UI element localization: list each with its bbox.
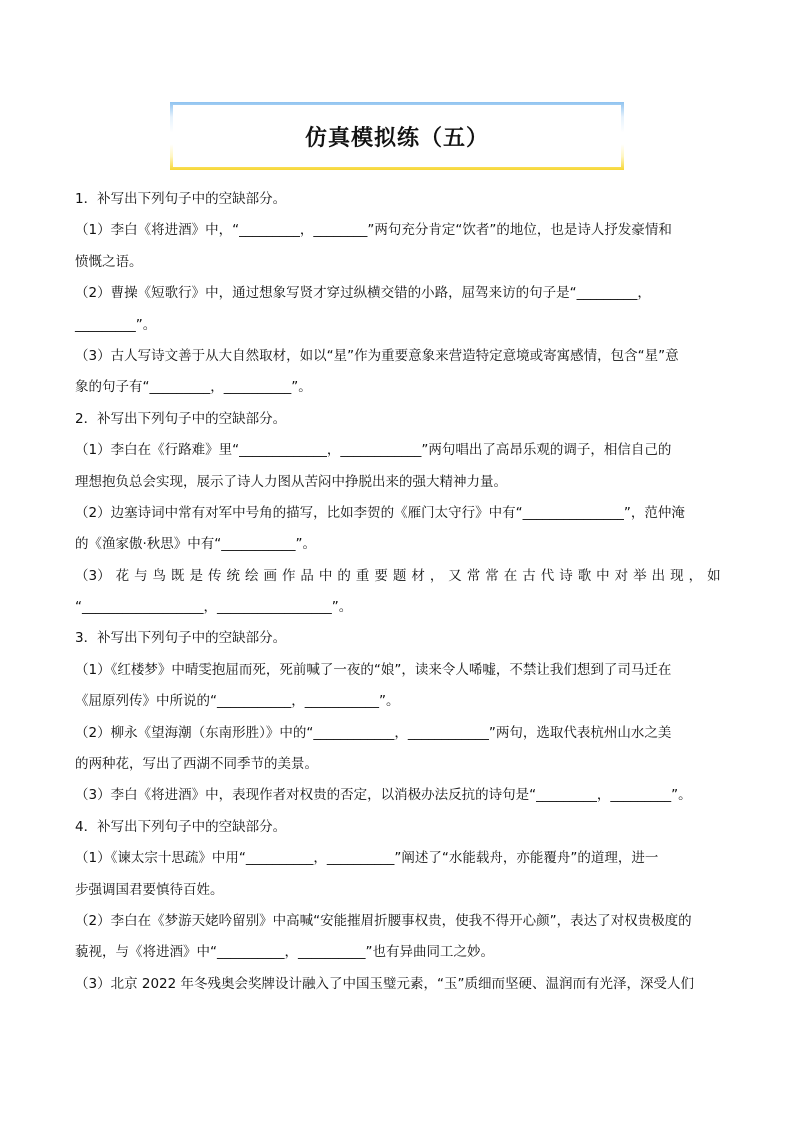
question-item-continuation: 理想抱负总会实现，展示了诗人力图从苦闷中挣脱出来的强大精神力量。	[75, 473, 507, 490]
question-item-continuation: “__________________，_________________”。	[75, 599, 353, 616]
justified-char: 代	[540, 567, 555, 584]
question-item: （2）柳永《望海潮（东南形胜）》中的“____________，____________”两句，选取代表杭州山水之美	[75, 724, 672, 741]
justified-char: 与	[134, 567, 148, 584]
question-item: （1）《谏太宗十思疏》中用“__________，__________”阐述了“水能载舟，亦能覆舟”的道理，进一	[75, 850, 659, 867]
justified-char: 中	[318, 567, 333, 584]
question-item-continuation: 愤慨之语。	[75, 253, 143, 270]
question-item-continuation: 象的句子有“_________，__________”。	[75, 379, 312, 396]
question-item: （3）北京 2022 年冬残奥会奖牌设计融入了中国玉璧元素，“玉”质细而坚硬、温润而有光泽，深受人们	[75, 975, 695, 992]
justified-char: （3）	[75, 567, 111, 584]
question-item-continuation: 步强调国君要慎待百姓。	[75, 881, 224, 898]
justified-char: 古	[522, 567, 536, 584]
question-item-continuation: 的两种花，写出了西湖不同季节的美景。	[75, 756, 318, 773]
question-item: （1）《红楼梦》中晴雯抱屈而死，死前喊了一夜的“娘”，读来令人唏嘘，不禁让我们想到了司马迁在	[75, 661, 672, 678]
question-item-continuation: _________”。	[75, 316, 157, 333]
justified-char: 的	[337, 567, 351, 584]
justified-char: 常	[466, 567, 481, 584]
justified-char: 对	[614, 567, 629, 584]
question-item: （1）李白在《行路难》里“_____________，____________”两句唱出了高昂乐观的调子，相信自己的	[75, 442, 672, 459]
justified-char: 题	[392, 567, 407, 584]
justified-char: 既	[171, 567, 185, 584]
justified-char: 是	[189, 567, 204, 584]
question-list	[75, 184, 735, 1000]
title-banner-inner	[173, 105, 621, 167]
justified-char: 常	[485, 567, 499, 584]
justified-char: 绘	[244, 567, 259, 584]
justified-char: 画	[263, 567, 277, 584]
justified-char: 举	[633, 567, 647, 584]
justified-char: 统	[226, 567, 240, 584]
justified-char: 花	[115, 567, 130, 584]
question-item: （3）古人写诗文善于从大自然取材，如以“星”作为重要意象来营造特定意境或寄寓感情，包含“星”意	[75, 347, 679, 364]
justified-char: 如	[707, 567, 721, 584]
question-heading-4: 4．补写出下列句子中的空缺部分。	[75, 818, 287, 835]
question-item: （3）李白《将进酒》中，表现作者对权贵的否定，以消极办法反抗的诗句是“_________，_________”。	[75, 787, 692, 804]
question-item: （2）曹操《短歌行》中，通过想象写贤才穿过纵横交错的小路，屈驾来访的句子是“_________，	[75, 285, 651, 302]
justified-char: 在	[503, 567, 518, 584]
question-item: （1）李白《将进酒》中，“_________，________”两句充分肯定“饮者”的地位，也是诗人抒发豪情和	[75, 222, 672, 239]
question-item: （2）边塞诗词中常有对军中号角的描写，比如李贺的《雁门太守行》中有“_______________”，范仲淹	[75, 504, 685, 521]
question-heading-3: 3．补写出下列句子中的空缺部分。	[75, 630, 287, 647]
justified-char: 鸟	[152, 567, 167, 584]
justified-char: 歌	[577, 567, 592, 584]
title-banner	[170, 102, 624, 170]
justified-char: 要	[374, 567, 388, 584]
question-heading-1: 1．补写出下列句子中的空缺部分。	[75, 191, 287, 207]
justified-char: 品	[300, 567, 314, 584]
justified-char: 诗	[559, 567, 573, 584]
question-heading-2: 2．补写出下列句子中的空缺部分。	[75, 410, 287, 427]
question-item: （2）李白在《梦游天姥吟留别》中高喊“安能摧眉折腰事权贵，使我不得开心颜”，表达了对权贵极度的	[75, 912, 692, 929]
question-item-continuation: 藐视，与《将进酒》中“__________，__________”也有异曲同工之妙。	[75, 944, 494, 961]
justified-char: ，	[688, 567, 703, 584]
question-item-justified	[75, 561, 721, 592]
justified-char: 中	[596, 567, 610, 584]
page-title: 仿真模拟练（五）	[304, 125, 489, 151]
justified-char: 又	[448, 567, 462, 584]
justified-char: 作	[281, 567, 296, 584]
justified-char: 现	[670, 567, 684, 584]
justified-char: 出	[651, 567, 666, 584]
question-item-continuation: 的《渔家傲·秋思》中有“___________”。	[75, 536, 317, 553]
question-item-continuation: 《屈原列传》中所说的“___________，___________”。	[75, 693, 400, 710]
justified-char: ，	[429, 567, 444, 584]
justified-char: 传	[208, 567, 222, 584]
justified-char: 材	[411, 567, 425, 584]
justified-char: 重	[355, 567, 370, 584]
